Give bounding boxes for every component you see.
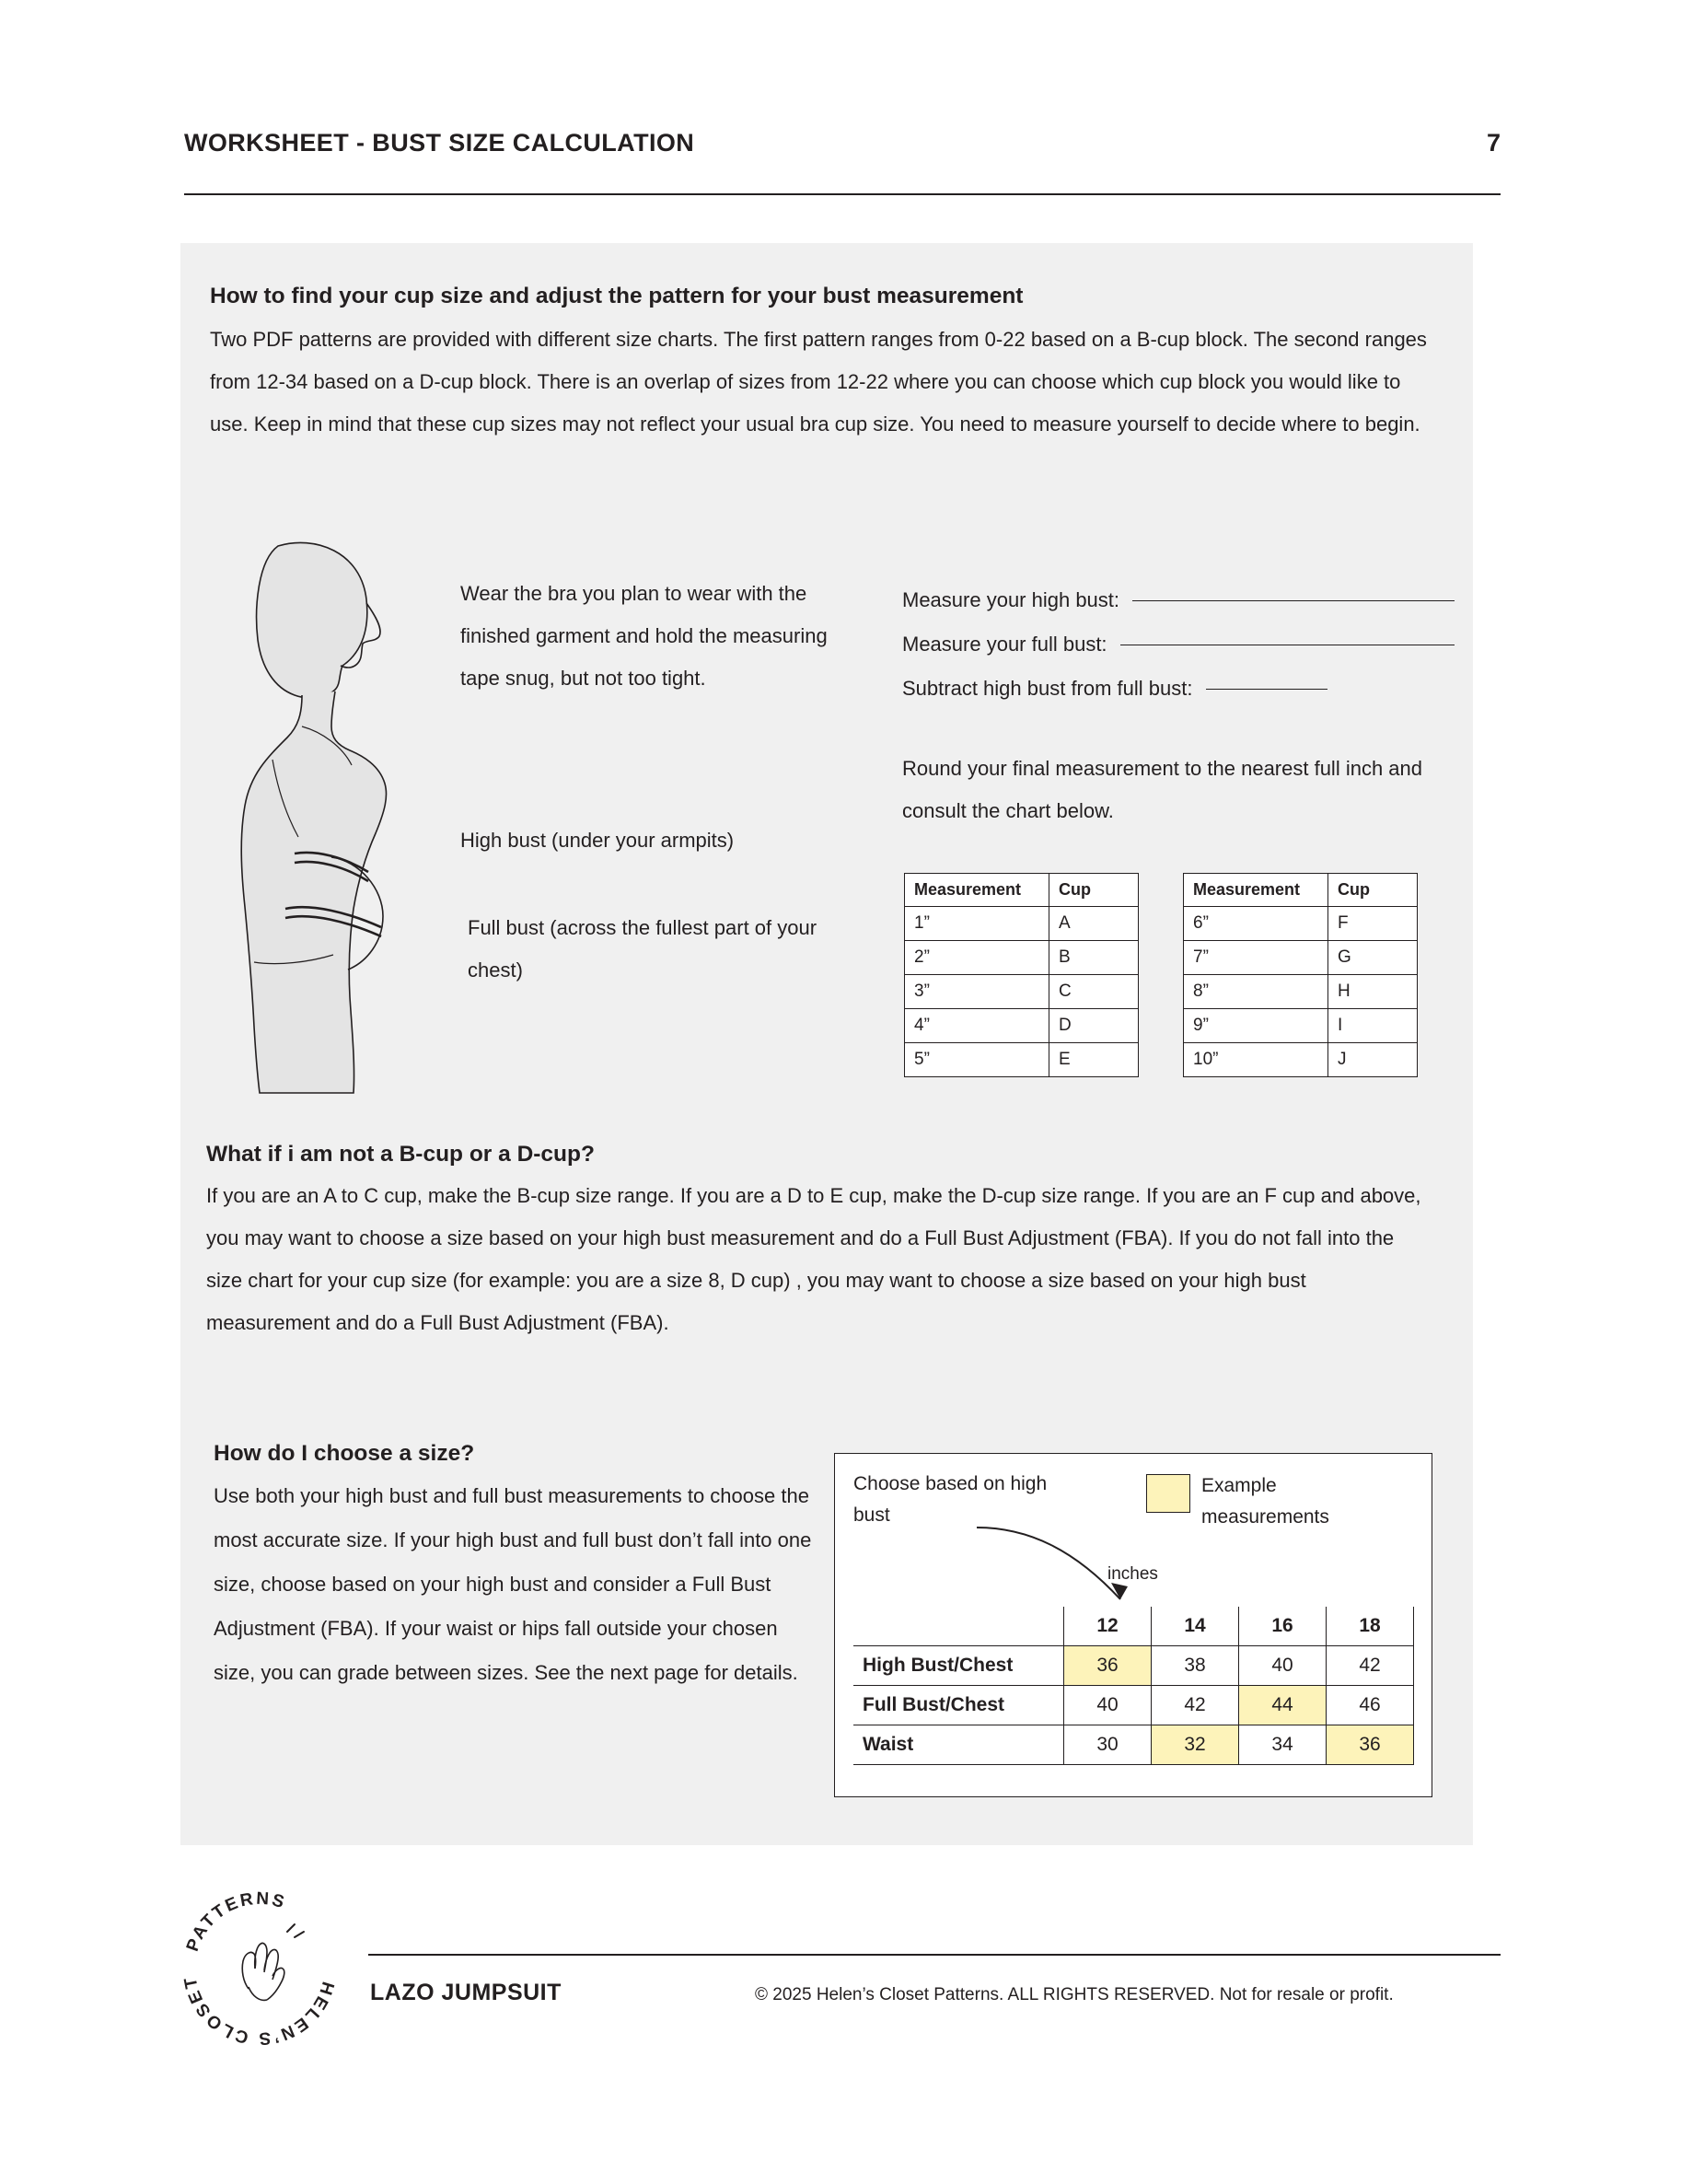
footer-copyright: © 2025 Helen’s Closet Patterns. ALL RIGHTS RESERVED. Not for resale or profit. [755, 1985, 1394, 2004]
page-number: 7 [1486, 129, 1501, 157]
choose-size-heading: How do I choose a size? [214, 1441, 475, 1466]
intro-heading: How to find your cup size and adjust the pattern for your bust measurement [210, 284, 1024, 308]
col-header-measurement: Measurement [1184, 874, 1328, 907]
cell-measurement: 1” [905, 907, 1049, 941]
table-row [905, 975, 1139, 1009]
measure-row-high-bust [902, 578, 1455, 622]
table-row [853, 1725, 1414, 1765]
not-b-cup-heading: What if i am not a B-cup or a D-cup? [206, 1142, 595, 1167]
cup-size-tables [904, 873, 1418, 1077]
col-header-size: 14 [1152, 1607, 1239, 1646]
cell-measurement: 9” [1184, 1009, 1328, 1043]
cell-measurement: 10” [1184, 1043, 1328, 1077]
cell-cup: G [1328, 941, 1418, 975]
cell-measurement: 5” [905, 1043, 1049, 1077]
cell-measurement: 7” [1184, 941, 1328, 975]
choose-size-paragraph: Use both your high bust and full bust measurements to choose the most accurate size. If your high bust and full bust don’t fall into one size, choose based on your high bust and consider a Full Bust Adjustment (FBA). If your waist or hips fall outside your chosen size, you can grade between sizes. See the next page for details. [214, 1484, 812, 1684]
cell-measurement: 36 [1064, 1646, 1152, 1686]
col-header-size: 12 [1064, 1607, 1152, 1646]
measure-row-full-bust [902, 622, 1455, 667]
cell-measurement: 42 [1327, 1646, 1414, 1686]
table-row [1184, 907, 1418, 941]
cup-table-left [904, 873, 1139, 1077]
cell-measurement: 40 [1064, 1686, 1152, 1725]
cup-table-right [1183, 873, 1418, 1077]
table-row [1184, 941, 1418, 975]
table-row [853, 1686, 1414, 1725]
measure-label-full-bust: Measure your full bust: [902, 633, 1107, 656]
table-row [905, 941, 1139, 975]
footer-divider [368, 1954, 1501, 1956]
caption-full-bust: Full bust (across the fullest part of your chest) [468, 916, 817, 982]
col-header-cup: Cup [1328, 874, 1418, 907]
cell-cup: D [1049, 1009, 1139, 1043]
cell-measurement: 46 [1327, 1686, 1414, 1725]
footer-pattern-name: LAZO JUMPSUIT [370, 1980, 562, 2005]
table-header-row [1184, 874, 1418, 907]
measure-input-difference[interactable] [1206, 689, 1327, 690]
table-row [1184, 1043, 1418, 1077]
page-header [184, 129, 1501, 157]
cell-measurement: 4” [905, 1009, 1049, 1043]
table-row [853, 1646, 1414, 1686]
intro-section [210, 284, 1443, 446]
cell-cup: B [1049, 941, 1139, 975]
header-divider [184, 193, 1501, 195]
corner-cell [853, 1607, 1064, 1646]
not-b-cup-paragraph: If you are an A to C cup, make the B-cup size range. If you are a D to E cup, make the D-cup size range. If you are an F cup and above, you may want to choose a size based on your high bust measurement and do a Full Bust Adjustment (FBA). If you do not fall into the size chart for your cup size (for example: you are a size 8, D cup) , you may want to choose a size based on your high bust measurement and do a Full Bust Adjustment (FBA). [206, 1184, 1421, 1334]
caption-wear-bra: Wear the bra you plan to wear with the finished garment and hold the measuring tape snug, but not too tight. [460, 582, 828, 690]
cell-measurement: 3” [905, 975, 1049, 1009]
measure-row-difference [902, 667, 1455, 711]
cell-cup: H [1328, 975, 1418, 1009]
table-row [905, 1043, 1139, 1077]
brand-logo-icon [171, 1880, 348, 2057]
row-label-high-bust: High Bust/Chest [853, 1646, 1064, 1686]
table-row [1184, 1009, 1418, 1043]
cell-measurement: 32 [1152, 1725, 1239, 1765]
cell-measurement: 44 [1239, 1686, 1327, 1725]
cell-measurement: 42 [1152, 1686, 1239, 1725]
cell-measurement: 38 [1152, 1646, 1239, 1686]
cell-measurement: 6” [1184, 907, 1328, 941]
caption-high-bust: High bust (under your armpits) [460, 829, 735, 852]
svg-text:PATTERNS: PATTERNS [182, 1888, 289, 1955]
col-header-size: 18 [1327, 1607, 1414, 1646]
intro-paragraph: Two PDF patterns are provided with different size charts. The first pattern ranges from 0-22 based on a B-cup block. The second ranges from 12-34 based on a D-cup block. There is an overlap of sizes from 12-22 where you can choose which cup block you would like to use. Keep in mind that these cup sizes may not reflect your usual bra cup size. You need to measure yourself to decide where to begin. [210, 328, 1427, 436]
measure-label-difference: Subtract high bust from full bust: [902, 677, 1193, 700]
cell-measurement: 30 [1064, 1725, 1152, 1765]
round-instruction: Round your final measurement to the nearest full inch and consult the chart below. [902, 757, 1422, 822]
cell-cup: I [1328, 1009, 1418, 1043]
row-label-full-bust: Full Bust/Chest [853, 1686, 1064, 1725]
pointer-arrow-icon [973, 1487, 1157, 1625]
table-row [905, 1009, 1139, 1043]
not-b-cup-section [206, 1142, 1431, 1344]
measure-label-high-bust: Measure your high bust: [902, 588, 1120, 611]
col-header-measurement: Measurement [905, 874, 1049, 907]
cell-cup: A [1049, 907, 1139, 941]
table-row [1184, 975, 1418, 1009]
example-size-chart [834, 1453, 1432, 1797]
choose-size-section [214, 1441, 812, 1695]
table-header-row [905, 874, 1139, 907]
table-header-row [853, 1607, 1414, 1646]
measurement-fields [902, 578, 1455, 711]
cell-cup: C [1049, 975, 1139, 1009]
measure-input-high-bust[interactable] [1132, 600, 1455, 601]
cell-cup: E [1049, 1043, 1139, 1077]
cell-cup: J [1328, 1043, 1418, 1077]
cell-measurement: 34 [1239, 1725, 1327, 1765]
cell-measurement: 36 [1327, 1725, 1414, 1765]
table-row [905, 907, 1139, 941]
svg-text:HELEN’S CLOSET: HELEN’S CLOSET [180, 1973, 338, 2049]
cell-cup: F [1328, 907, 1418, 941]
torso-illustration [214, 529, 481, 1096]
col-header-size: 16 [1239, 1607, 1327, 1646]
cell-measurement: 8” [1184, 975, 1328, 1009]
units-label: inches [1107, 1564, 1158, 1584]
cell-measurement: 2” [905, 941, 1049, 975]
col-header-cup: Cup [1049, 874, 1139, 907]
page-title: WORKSHEET - BUST SIZE CALCULATION [184, 129, 695, 157]
size-chart-table [853, 1607, 1414, 1765]
size-chart-caption: Choose based on high bust [853, 1473, 1048, 1526]
cell-measurement: 40 [1239, 1646, 1327, 1686]
row-label-waist: Waist [853, 1725, 1064, 1765]
legend-label: Example measurements [1201, 1475, 1329, 1528]
